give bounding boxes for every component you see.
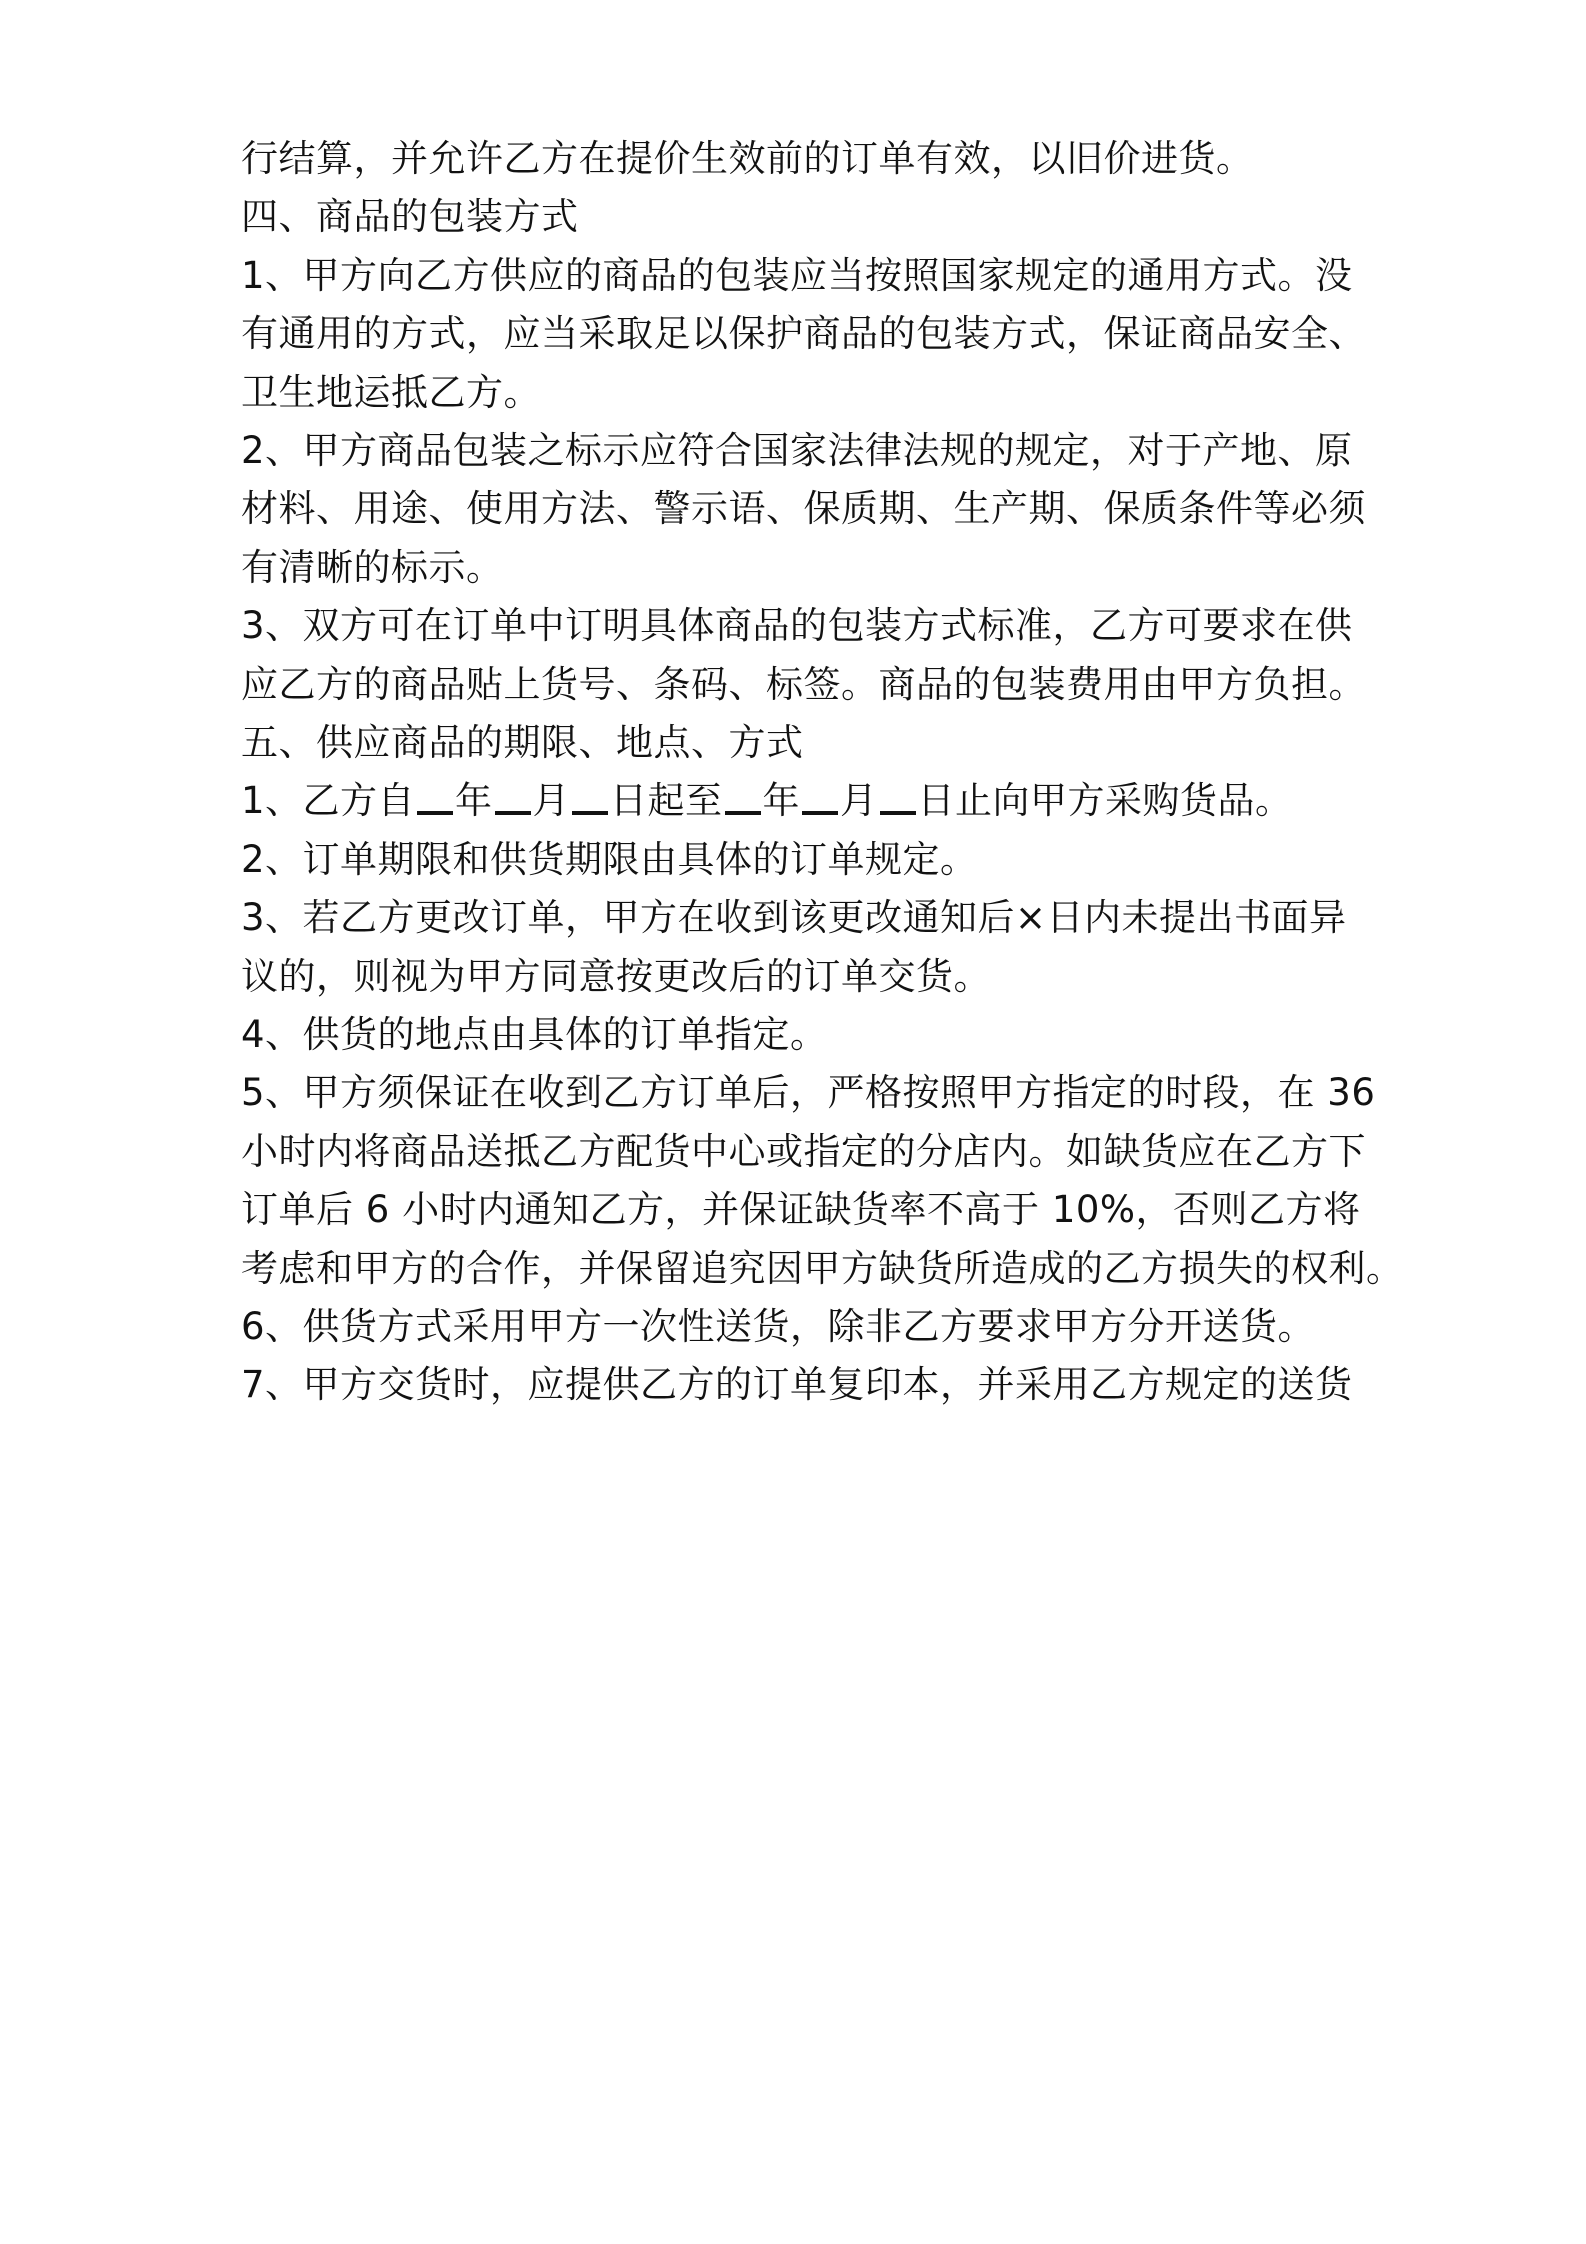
- text-line-1: 行结算，并允许乙方在提价生效前的订单有效，以旧价进货。: [241, 137, 1254, 180]
- end-month-blank: [802, 781, 838, 815]
- text-line-3: 1、甲方向乙方供应的商品的包装应当按照国家规定的通用方式。没: [241, 254, 1353, 297]
- date-line-text-2: 年: [455, 779, 493, 822]
- text-line-7: 材料、用途、使用方法、警示语、保质期、生产期、保质条件等必须: [241, 487, 1366, 530]
- text-line-9: 3、双方可在订单中订明具体商品的包装方式标准，乙方可要求在供: [241, 604, 1353, 647]
- text-line-18: 小时内将商品送抵乙方配货中心或指定的分店内。如缺货应在乙方下: [241, 1130, 1366, 1173]
- text-line-21: 6、供货方式采用甲方一次性送货，除非乙方要求甲方分开送货。: [241, 1305, 1316, 1348]
- text-line-15: 议的，则视为甲方同意按更改后的订单交货。: [241, 955, 991, 998]
- text-line-22: 7、甲方交货时，应提供乙方的订单复印本，并采用乙方规定的送货: [241, 1363, 1353, 1406]
- date-line-text-7: 日止向甲方采购货品。: [917, 779, 1293, 822]
- text-line-19: 订单后 6 小时内通知乙方，并保证缺货率不高于 10%，否则乙方将: [241, 1188, 1361, 1231]
- section-heading-4: 四、商品的包装方式: [241, 195, 579, 238]
- text-line-17: 5、甲方须保证在收到乙方订单后，严格按照甲方指定的时段，在 36: [241, 1071, 1376, 1114]
- end-year-blank: [725, 781, 761, 815]
- text-line-10: 应乙方的商品贴上货号、条码、标签。商品的包装费用由甲方负担。: [241, 663, 1366, 706]
- text-line-8: 有清晰的标示。: [241, 546, 504, 589]
- text-line-16: 4、供货的地点由具体的订单指定。: [241, 1013, 828, 1056]
- date-line-text-6: 月: [840, 779, 878, 822]
- date-line-text-1: 1、乙方自: [241, 779, 416, 822]
- text-line-13: 2、订单期限和供货期限由具体的订单规定。: [241, 838, 978, 881]
- text-line-5: 卫生地运抵乙方。: [241, 371, 541, 414]
- text-line-14: 3、若乙方更改订单，甲方在收到该更改通知后×日内未提出书面异: [241, 896, 1347, 939]
- start-day-blank: [572, 781, 608, 815]
- date-line-text-4: 日起至: [610, 779, 723, 822]
- end-day-blank: [880, 781, 916, 815]
- text-line-6: 2、甲方商品包装之标示应符合国家法律法规的规定，对于产地、原: [241, 429, 1353, 472]
- start-year-blank: [417, 781, 453, 815]
- text-line-20: 考虑和甲方的合作，并保留追究因甲方缺货所造成的乙方损失的权利。: [241, 1247, 1404, 1290]
- start-month-blank: [495, 781, 531, 815]
- date-line-text-3: 月: [532, 779, 571, 822]
- text-line-4: 有通用的方式，应当采取足以保护商品的包装方式，保证商品安全、: [241, 312, 1366, 355]
- section-heading-5: 五、供应商品的期限、地点、方式: [241, 721, 804, 764]
- date-line-text-5: 年: [762, 779, 801, 822]
